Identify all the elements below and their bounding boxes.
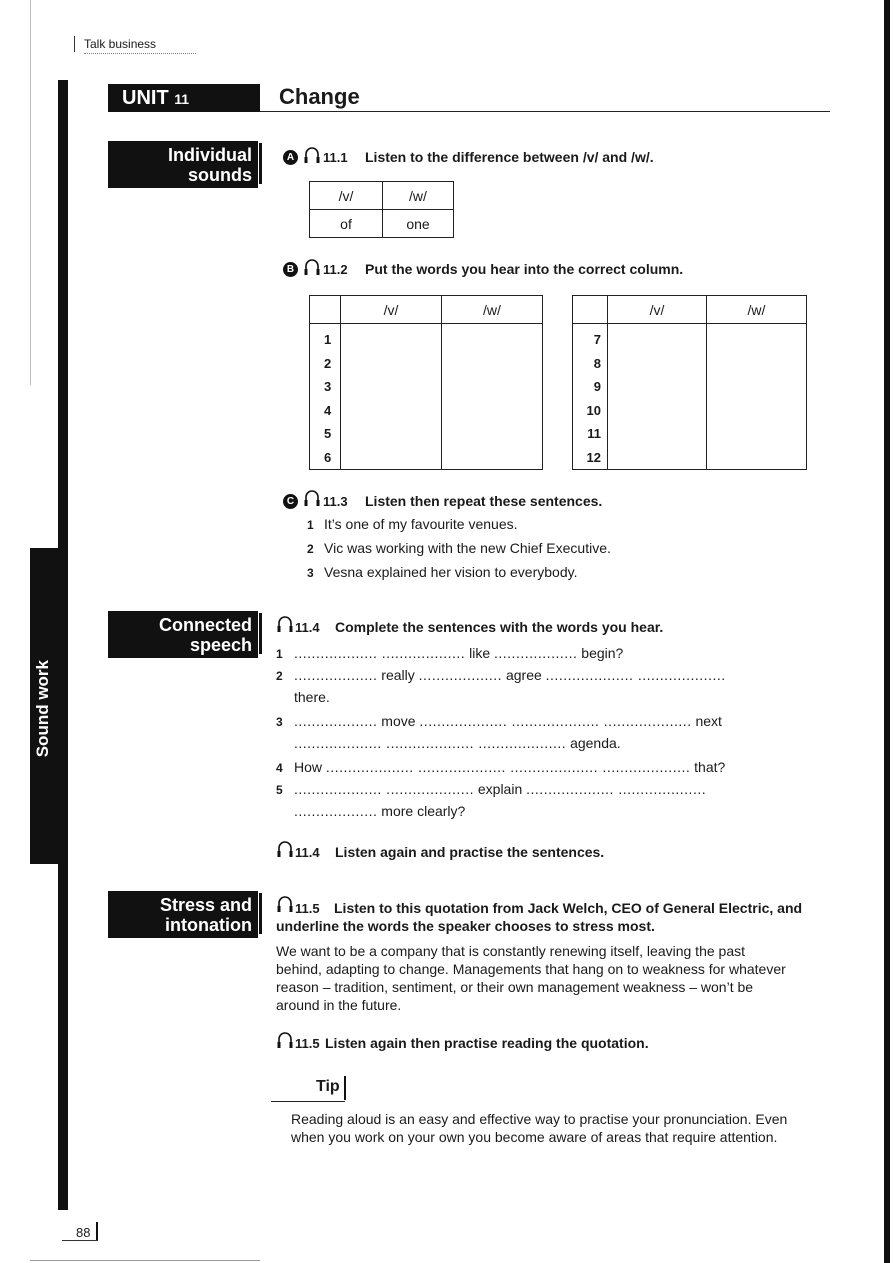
section-line: intonation bbox=[165, 915, 252, 935]
unit-word: UNIT bbox=[122, 87, 169, 109]
headphones-icon bbox=[303, 488, 321, 508]
row-number: 10 bbox=[586, 402, 601, 418]
row-number: 12 bbox=[586, 449, 601, 465]
headphones-icon bbox=[303, 257, 321, 277]
list-item: 3 Vesna explained her vision to everybody. bbox=[307, 564, 578, 580]
running-head: Talk business bbox=[84, 37, 157, 51]
table-cell: one bbox=[383, 210, 454, 238]
table-cell bbox=[310, 296, 341, 324]
quotation bbox=[276, 942, 836, 1014]
column-header: /w/ bbox=[383, 182, 454, 210]
tip-rule bbox=[271, 1101, 345, 1102]
blank[interactable]: ................... bbox=[494, 645, 578, 661]
blank[interactable]: ................... bbox=[294, 803, 378, 819]
quotation-line: We want to be a company that is constantly renewing itself, leaving the past bbox=[276, 943, 745, 959]
list-item: 2 ................... really ................... agree .................... .................... bbox=[276, 667, 726, 683]
headphones-icon bbox=[276, 839, 294, 859]
table-cell bbox=[573, 296, 608, 324]
row-number: 3 bbox=[324, 379, 332, 394]
headphones-icon bbox=[276, 614, 294, 634]
row-number: 7 bbox=[593, 332, 601, 347]
headphones-icon bbox=[303, 145, 321, 165]
row-number: 11 bbox=[587, 426, 601, 441]
table-cell: of bbox=[310, 210, 383, 238]
quotation-line: around in the future. bbox=[276, 997, 402, 1013]
row-numbers bbox=[310, 324, 341, 470]
exercise-instruction: Complete the sentences with the words you hear. bbox=[335, 619, 664, 635]
exercise-instruction: Listen again then practise reading the quotation. bbox=[325, 1035, 649, 1051]
section-line: Individual bbox=[167, 145, 252, 165]
row-number: 5 bbox=[324, 426, 332, 441]
exercise-letter: C bbox=[283, 494, 298, 509]
column-header: /w/ bbox=[707, 296, 807, 324]
gap-fill-sentences bbox=[276, 644, 836, 824]
exercise-instruction: Listen again and practise the sentences. bbox=[335, 844, 605, 860]
section-line: sounds bbox=[187, 165, 252, 185]
tip-line: when you work on your own you become aware of areas that require attention. bbox=[291, 1129, 778, 1145]
headphones-icon bbox=[276, 894, 294, 914]
row-number: 2 bbox=[324, 355, 332, 371]
blank[interactable]: .................... .................... .................... .................... bbox=[325, 759, 691, 775]
track-number: 11.2 bbox=[323, 262, 348, 277]
section-connected-speech bbox=[108, 611, 258, 658]
list-item: 4 How .................... .................... .................... .................... that? bbox=[276, 759, 726, 775]
title-rule bbox=[260, 111, 830, 112]
quotation-line: reason – tradition, sentiment, or their own management weakness – won’t be bbox=[276, 979, 754, 995]
tip-bracket bbox=[344, 1076, 346, 1100]
track-number: 11.4 bbox=[295, 845, 320, 860]
page-number: 88 bbox=[76, 1225, 91, 1240]
row-number: 1 bbox=[324, 332, 332, 347]
side-tab-label: Sound work bbox=[33, 660, 52, 758]
page-edge bbox=[884, 0, 890, 1263]
page-edge bbox=[30, 0, 31, 385]
exercise-instruction: Listen then repeat these sentences. bbox=[365, 493, 603, 509]
list-item-continued: .................... .................... .................... agenda. bbox=[294, 735, 621, 751]
answer-cell[interactable] bbox=[608, 324, 707, 470]
section-line: Connected bbox=[158, 615, 252, 635]
column-header: /w/ bbox=[442, 296, 543, 324]
tip-label: Tip bbox=[316, 1078, 340, 1095]
tip-line: Reading aloud is an easy and effective way to practise your pronunciation. Even bbox=[291, 1111, 788, 1127]
blank[interactable]: .................... .................... bbox=[526, 781, 707, 797]
column-header: /v/ bbox=[608, 296, 707, 324]
vw-example-table bbox=[309, 181, 454, 238]
list-item: 1 It’s one of my favourite venues. bbox=[307, 516, 518, 532]
track-number: 11.3 bbox=[323, 494, 348, 509]
track-number: 11.5 bbox=[295, 901, 320, 916]
list-item-continued: ................... more clearly? bbox=[294, 803, 466, 819]
row-numbers bbox=[573, 324, 608, 470]
header-underline bbox=[84, 53, 196, 54]
list-item: 3 ................... move .................... .................... .................... next bbox=[276, 713, 722, 729]
row-number: 9 bbox=[593, 379, 601, 394]
track-number: 11.1 bbox=[323, 150, 348, 165]
exercise-letter: B bbox=[283, 262, 298, 277]
row-number: 8 bbox=[593, 355, 601, 371]
exercise-letter: A bbox=[283, 150, 298, 165]
list-item: 1 ................... ................... like ................... begin? bbox=[276, 645, 624, 661]
exercise-instruction: underline the words the speaker chooses to stress most. bbox=[276, 918, 655, 934]
exercise-instruction: Listen to this quotation from Jack Welch, CEO of General Electric, and bbox=[334, 900, 803, 916]
list-item: 2 Vic was working with the new Chief Executive. bbox=[307, 540, 611, 556]
section-line: Stress and bbox=[159, 895, 252, 915]
blank[interactable]: ................... bbox=[418, 667, 503, 683]
sentence-list bbox=[307, 515, 611, 587]
unit-title: Change bbox=[279, 84, 360, 109]
blank[interactable]: .................... .................... .................... bbox=[419, 713, 692, 729]
unit-number: 11 bbox=[174, 91, 190, 107]
quotation-line: behind, adapting to change. Managements that hang on to weakness for whatever bbox=[276, 961, 786, 977]
tip-text bbox=[291, 1110, 831, 1146]
answer-cell[interactable] bbox=[707, 324, 807, 470]
blank[interactable]: .................... .................... .................... bbox=[294, 735, 567, 751]
answer-cell[interactable] bbox=[442, 324, 543, 470]
list-item: 5 .................... .................... explain .................... .................... bbox=[276, 781, 707, 797]
row-number: 6 bbox=[324, 449, 332, 465]
blank[interactable]: .................... .................... bbox=[545, 667, 726, 683]
section-stress-intonation bbox=[108, 891, 258, 938]
column-header: /v/ bbox=[310, 182, 383, 210]
answer-cell[interactable] bbox=[341, 324, 442, 470]
track-number: 11.5 bbox=[295, 1036, 320, 1051]
page-number-rule bbox=[62, 1240, 98, 1241]
bottom-edge bbox=[30, 1260, 260, 1261]
section-line: speech bbox=[189, 635, 252, 655]
row-number: 4 bbox=[324, 402, 332, 418]
column-header: /v/ bbox=[341, 296, 442, 324]
answer-table-left bbox=[309, 295, 543, 470]
answer-table-right bbox=[572, 295, 807, 470]
unit-label bbox=[108, 84, 260, 112]
track-number: 11.4 bbox=[295, 620, 320, 635]
list-item-continued: there. bbox=[294, 689, 330, 705]
headphones-icon bbox=[276, 1030, 294, 1050]
header-divider bbox=[74, 36, 75, 52]
section-individual-sounds bbox=[108, 141, 258, 188]
page-number-bracket bbox=[96, 1222, 98, 1240]
exercise-instruction: Put the words you hear into the correct column. bbox=[365, 261, 684, 277]
blank[interactable]: ................... bbox=[294, 713, 378, 729]
exercise-instruction: Listen to the difference between /v/ and /w/. bbox=[365, 149, 654, 165]
blank[interactable]: ................... bbox=[294, 667, 378, 683]
blank[interactable]: ................... ................... bbox=[294, 645, 466, 661]
blank[interactable]: .................... .................... bbox=[294, 781, 474, 797]
